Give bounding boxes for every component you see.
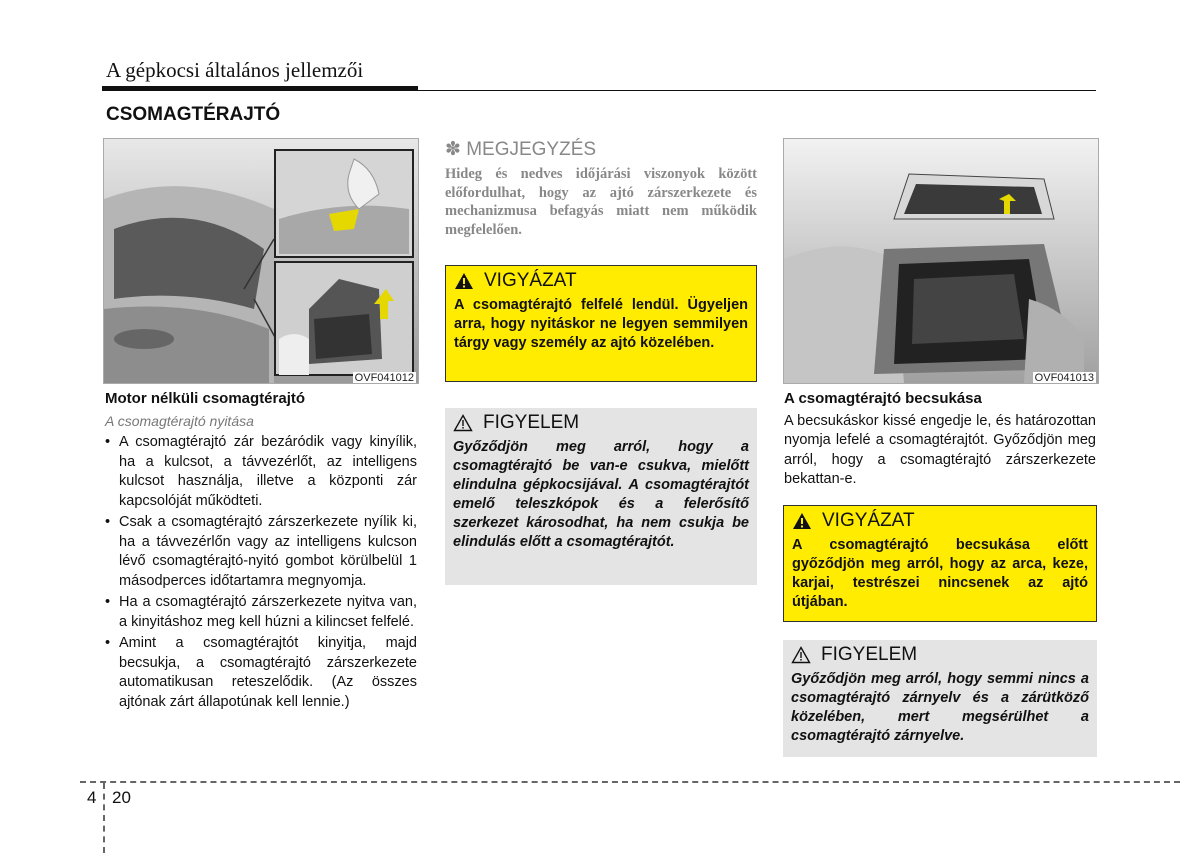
car-rear-illustration [104, 139, 418, 383]
caution-box [445, 408, 757, 585]
right-column-text [784, 389, 1096, 490]
footer-dashed-divider [103, 783, 105, 853]
warning-box [445, 265, 757, 382]
footer-dashed-rule [80, 781, 1180, 783]
list-item: • Amint a csomagtérajtót kinyitja, majd becsukja, a csomagtérajtó zárszerkezete automatikusan reteszelődik. (Az összes ajtónak zárt állapotúnak kell lennie.) [105, 634, 417, 712]
note-title: ✽ MEGJEGYZÉS [445, 139, 597, 160]
caution-box [783, 640, 1097, 757]
warning-title: VIGYÁZAT [822, 510, 915, 531]
subhead-closing: A csomagtérajtó becsukása [784, 390, 982, 407]
header-rule-thick [102, 86, 418, 91]
list-item: • Ha a csomagtérajtó zárszerkezete nyitva van, a kinyitáshoz meg kell húzni a kilincset felfelé. [105, 593, 417, 632]
header-rule-thin [418, 90, 1096, 91]
caution-triangle-icon [453, 414, 473, 432]
warning-triangle-icon [454, 272, 474, 290]
subhead-opening: A csomagtérajtó nyitása [105, 412, 254, 429]
note-block [445, 138, 757, 239]
warning-title: VIGYÁZAT [484, 270, 577, 291]
image-code: OVF041013 [1034, 372, 1094, 384]
open-trunk-illustration [784, 139, 1098, 383]
image-code: OVF041012 [354, 372, 414, 384]
caution-triangle-icon [791, 646, 811, 664]
left-column-text [105, 389, 417, 714]
chapter-number: 4 [87, 788, 97, 807]
caution-title: FIGYELEM [483, 412, 580, 433]
warning-triangle-icon [792, 512, 812, 530]
warning-box [783, 505, 1097, 622]
warning-body: A csomagtérajtó felfelé lendül. Ügyeljen arra, hogy nyitáskor ne legyen semmilyen tárgy vagy személy az ajtó közelében. [454, 297, 748, 351]
page-header-title: A gépkocsi általános jellemzői [106, 58, 364, 82]
tailgate-open-photo [103, 138, 419, 384]
page-number: 20 [112, 788, 131, 807]
closing-body: A becsukáskor kissé engedje le, és határozottan nyomja lefelé a csomagtérajtót. Győződjön meg arról, hogy a csomagtérajtó zárszerkezete bekattan-e. [784, 412, 1096, 487]
caution-body: Győződjön meg arról, hogy semmi nincs a csomagtérajtó zárnyelv és a zárütköző közelében, mert megsérülhet a csomagtérajtó zárnyelve. [791, 671, 1089, 744]
note-body: Hideg és nedves időjárási viszonyok között előfordulhat, hogy az ajtó zárszerkezete és mechanizmusa befagyás miatt nem működik megfelelően. [445, 166, 757, 238]
tailgate-closing-photo [783, 138, 1099, 384]
list-item: • A csomagtérajtó zár bezáródik vagy kinyílik, ha a kulcsot, a távvezérlőt, az intelligens kulcsot használja, illetve a központi zár kapcsolóját működteti. [105, 433, 417, 511]
warning-body: A csomagtérajtó becsukása előtt győződjön meg arról, hogy az arca, keze, karjai, testrészei nincsenek az ajtó útjában. [792, 537, 1088, 610]
list-item: • Csak a csomagtérajtó zárszerkezete nyílik ki, ha a távvezérlőn vagy az intelligens kulcson lévő csomagtérajtó-nyitó gombot körülbelül 1 másodperces időtartamra megnyomja. [105, 513, 417, 591]
section-title: CSOMAGTÉRAJTÓ [106, 104, 281, 125]
caution-body: Győződjön meg arról, hogy a csomagtérajtó be van-e csukva, mielőtt elindulna gépkocsijával. A csomagtérajtót emelő teleszkópok és a felerősítő szerkezet károsodhat, ha nem csukja be elindulás előtt a csomagtérajtót. [453, 439, 749, 550]
caution-title: FIGYELEM [821, 644, 918, 665]
subhead-manual-tailgate: Motor nélküli csomagtérajtó [105, 390, 306, 407]
opening-instructions-list [105, 433, 417, 712]
